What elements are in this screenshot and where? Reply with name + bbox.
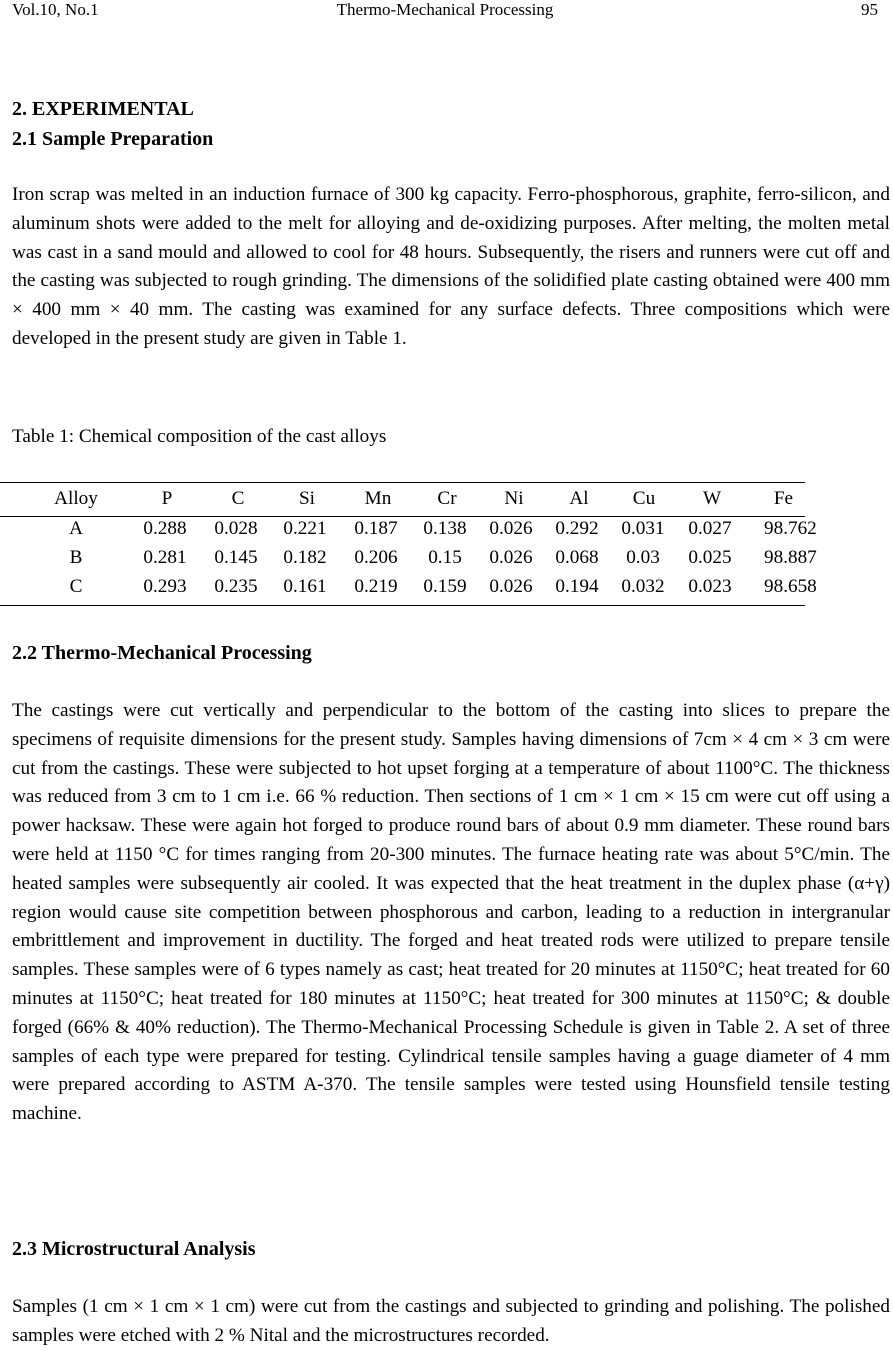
table-cell: 0.025 (688, 547, 732, 568)
table-cell: 0.182 (283, 547, 327, 568)
table-cell: B (69, 547, 83, 568)
table-cell: 98.762 (764, 518, 817, 539)
table-cell: C (69, 576, 83, 597)
table-header-cell: P (161, 488, 173, 509)
journal-volume: Vol.10, No.1 (12, 0, 99, 19)
table-caption: Table 1: Chemical composition of the cast alloys (12, 426, 387, 447)
table-cell: 0.161 (283, 576, 327, 597)
running-title: Thermo-Mechanical Processing (336, 0, 554, 19)
subsection-heading-thermo-mechanical: 2.2 Thermo-Mechanical Processing (12, 642, 312, 664)
table-cell: 0.292 (555, 518, 599, 539)
table-header-cell: Fe (773, 488, 793, 509)
table-cell: 0.026 (489, 547, 533, 568)
table-cell: 0.281 (143, 547, 187, 568)
table-cell: 0.138 (423, 518, 467, 539)
table-cell: 0.03 (626, 547, 660, 568)
table-cell: A (69, 518, 83, 539)
table-header-cell: Si (298, 488, 315, 509)
table-top-rule (0, 482, 805, 483)
table-cell: 0.023 (688, 576, 732, 597)
table-cell: 0.219 (354, 576, 398, 597)
table-cell: 0.221 (283, 518, 327, 539)
subsection-heading-sample-preparation: 2.1 Sample Preparation (12, 128, 214, 150)
table-cell: 0.027 (688, 518, 732, 539)
table-cell: 0.206 (354, 547, 398, 568)
paragraph-sample-preparation: Iron scrap was melted in an induction furnace of 300 kg capacity. Ferro-phosphorous, graphite, ferro-silicon, and aluminum shots were added to the melt for alloying and de-oxidizing purposes. After melting, the molten metal was cast in a sand mould and allowed to cool for 48 hours. Subsequently, the risers and runners were cut off and the casting was subjected to rough grinding. The dimensions of the solidified plate casting obtained were 400 mm × 400 mm × 40 mm. The casting was examined for any surface defects. Three compositions which were developed in the present study are given in Table 1. (12, 184, 890, 349)
table-cell: 0.187 (354, 518, 398, 539)
table-cell: 0.288 (143, 518, 187, 539)
table-row (0, 515, 817, 543)
page-number: 95 (861, 0, 878, 19)
table-bottom-rule (0, 605, 805, 606)
table-cell: 0.159 (423, 576, 467, 597)
table-header-cell: Cu (632, 488, 656, 509)
table-row (0, 573, 817, 601)
table-header-cell: Mn (364, 488, 392, 509)
table-cell: 98.887 (764, 547, 817, 568)
running-header (12, 0, 878, 22)
table-header-cell: W (702, 488, 722, 509)
table-cell: 0.031 (621, 518, 665, 539)
table-cell: 0.293 (143, 576, 187, 597)
table-header-cell: Al (569, 488, 589, 509)
table-cell: 98.658 (764, 576, 817, 597)
table-cell: 0.068 (555, 547, 599, 568)
table-cell: 0.026 (489, 518, 533, 539)
table-cell: 0.028 (214, 518, 258, 539)
table-header-cell: Alloy (54, 488, 98, 509)
table-cell: 0.026 (489, 576, 533, 597)
table-cell: 0.15 (428, 547, 462, 568)
subsection-heading-microstructural: 2.3 Microstructural Analysis (12, 1238, 256, 1260)
table-cell: 0.194 (555, 576, 599, 597)
table-header-cell: Ni (504, 488, 524, 509)
paragraph-microstructural: Samples (1 cm × 1 cm × 1 cm) were cut from the castings and subjected to grinding and polishing. The polished samples were etched with 2 % Nital and the microstructures recorded. (12, 1296, 890, 1346)
table-header-row (0, 485, 805, 513)
table-cell: 0.032 (621, 576, 665, 597)
section-heading-experimental: 2. EXPERIMENTAL (12, 98, 194, 120)
table-cell: 0.145 (214, 547, 258, 568)
paragraph-thermo-mechanical: The castings were cut vertically and perpendicular to the bottom of the casting into slices to prepare the specimens of requisite dimensions for the present study. Samples having dimensions of 7cm × 4 cm × 3 cm were cut from the castings. These were subjected to hot upset forging at a temperature of about 1100°C. The thickness was reduced from 3 cm to 1 cm i.e. 66 % reduction. Then sections of 1 cm × 1 cm × 15 cm were cut off using a power hacksaw. These were again hot forged to produce round bars of about 0.9 mm diameter. These round bars were held at 1150 °C for times ranging from 20-300 minutes. The furnace heating rate was about 5°C/min. The heated samples were subsequently air cooled. It was expected that the heat treatment in the duplex phase (α+γ) region would cause site competition between phosphorous and carbon, leading to a reduction in intergranular embrittlement and improvement in ductility. The forged and heat treated rods were utilized to prepare tensile samples. These samples were of 6 types namely as cast; heat treated for 20 minutes at 1150°C; heat treated for 60 minutes at 1150°C; heat treated for 180 minutes at 1150°C; heat treated for 300 minutes at 1150°C; & double forged (66% & 40% reduction). The Thermo-Mechanical Processing Schedule is given in Table 2. A set of three samples of each type were prepared for testing. Cylindrical tensile samples having a guage diameter of 4 mm were prepared according to ASTM A-370. The tensile samples were tested using Hounsfield tensile testing machine. (12, 700, 890, 1125)
table-row (0, 544, 817, 572)
table-header-cell: Cr (437, 488, 457, 509)
table-header-cell: C (231, 488, 245, 509)
table-cell: 0.235 (214, 576, 258, 597)
